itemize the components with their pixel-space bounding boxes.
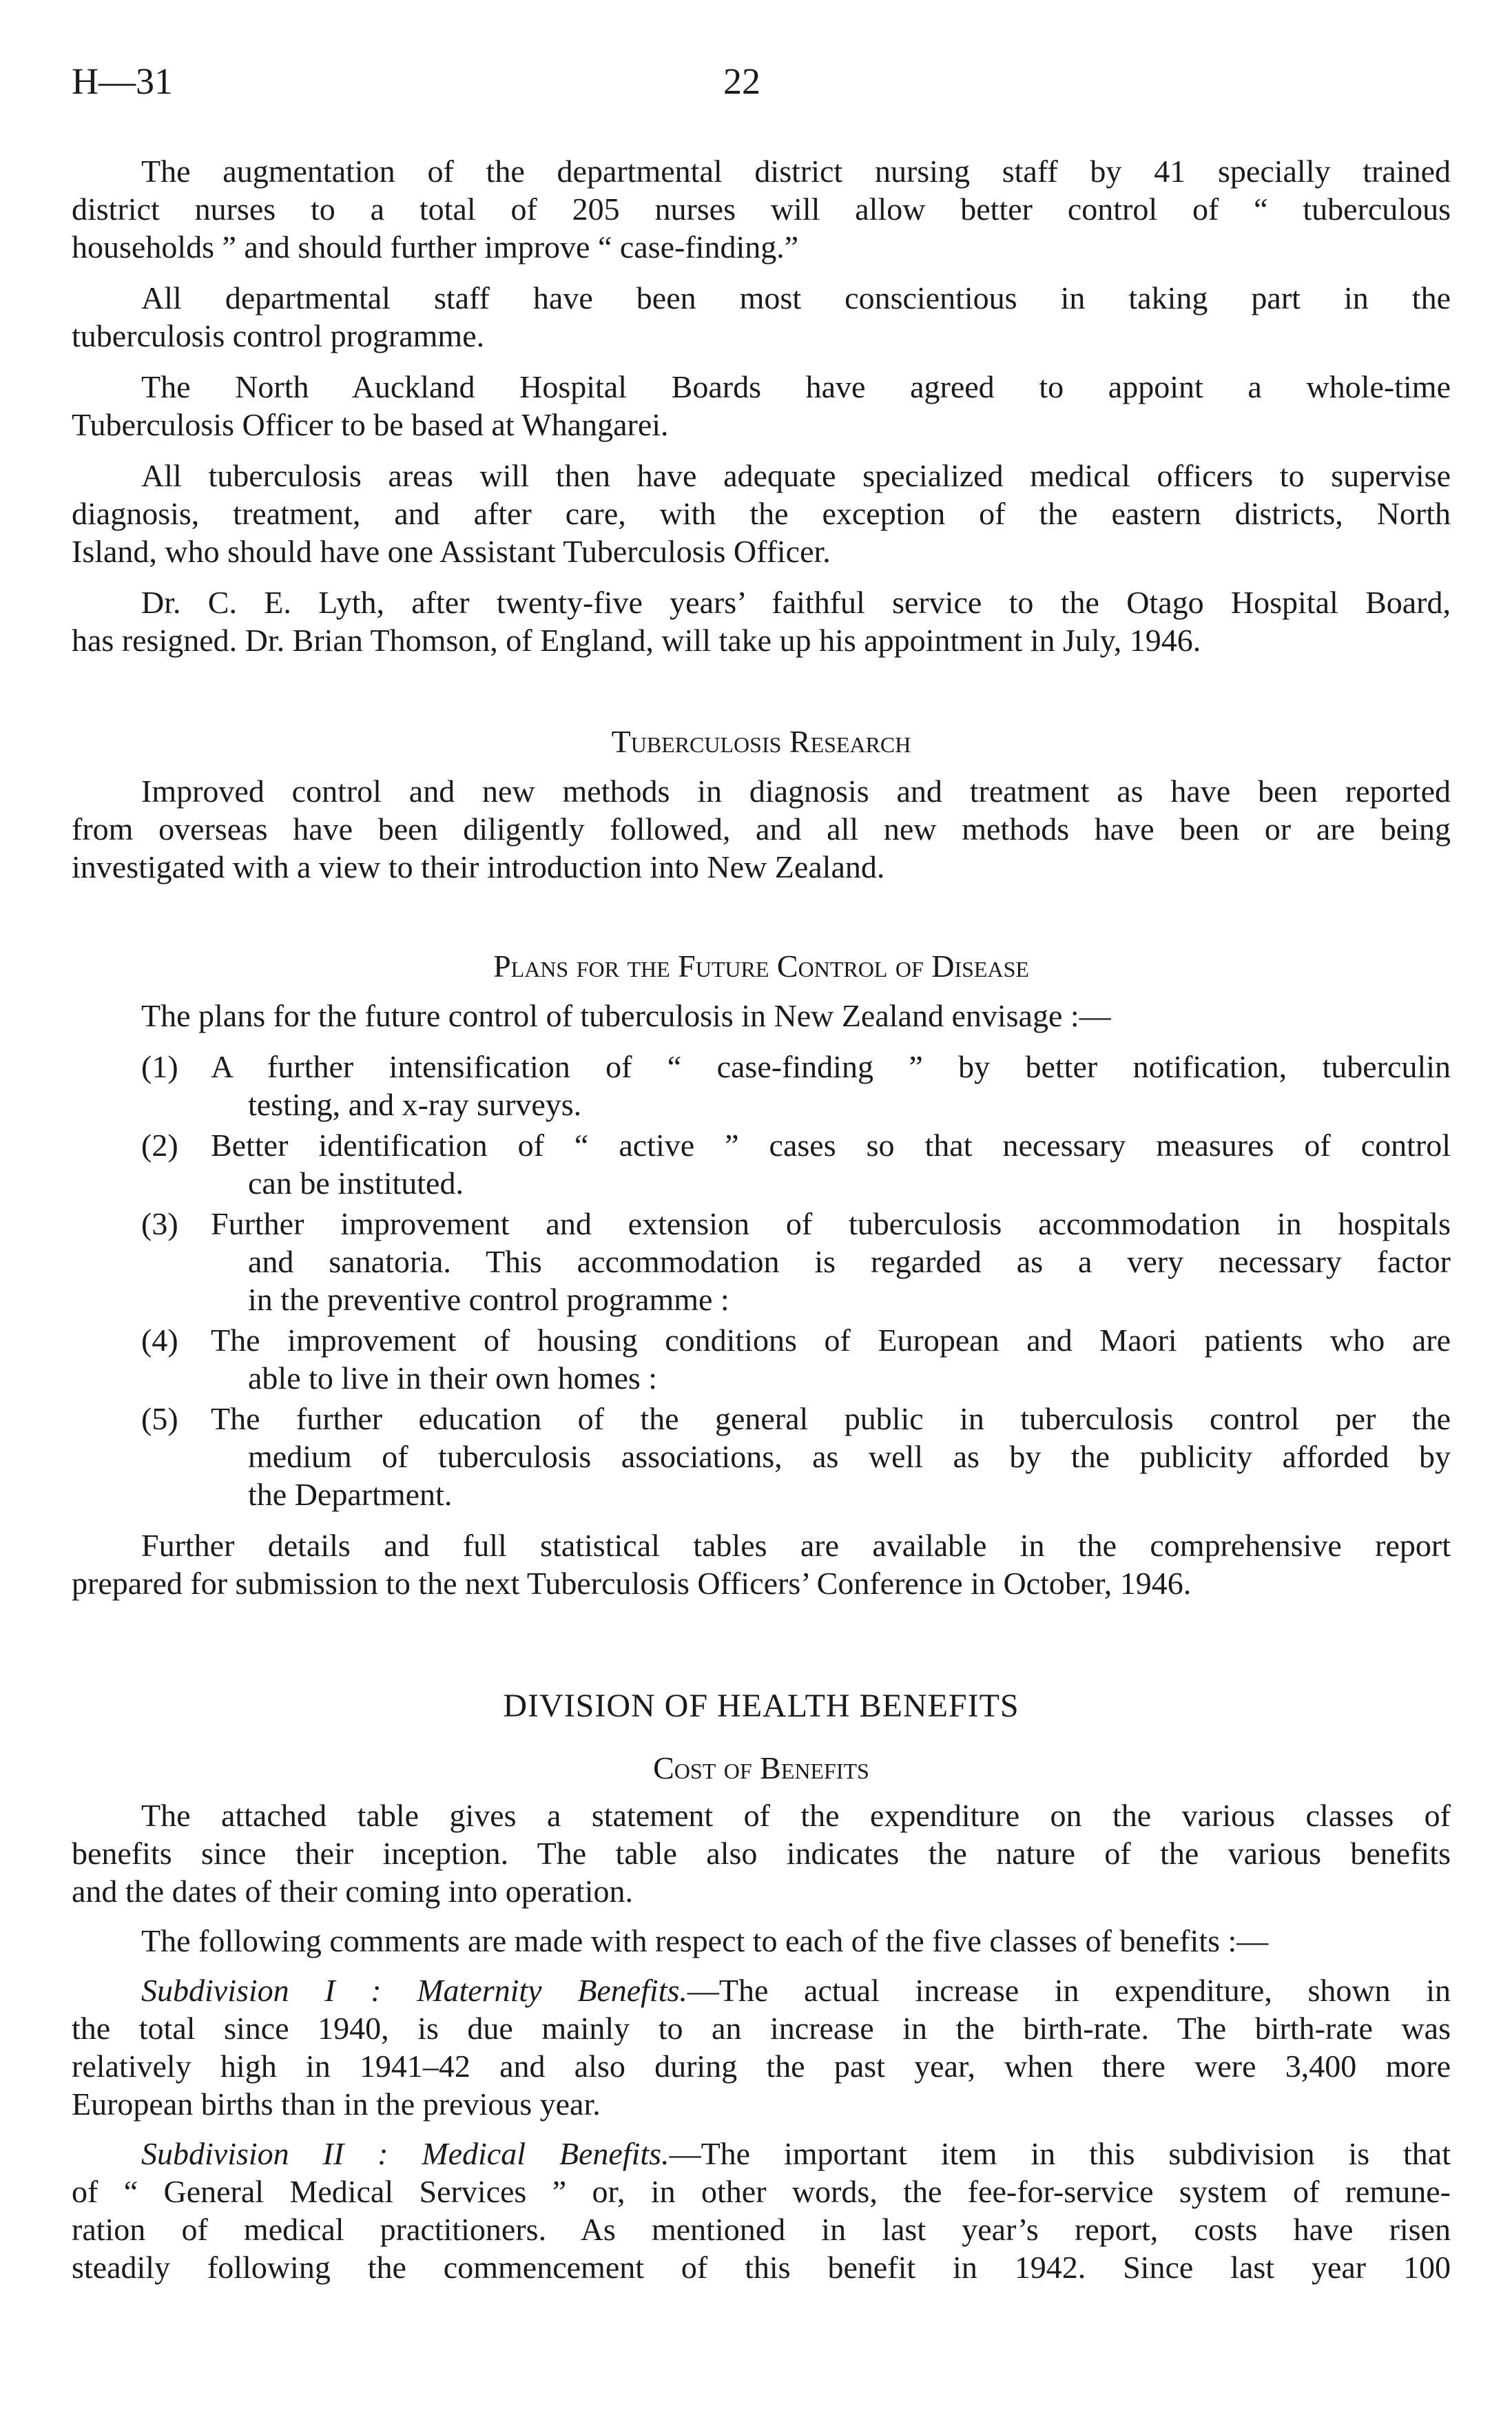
text-line: testing, and x-ray surveys.: [248, 1087, 582, 1122]
text-line: of “ General Medical Services ” or, in other words, the fee-for-service system of remune-: [72, 2174, 1451, 2209]
text-line: households ” and should further improve “ case-finding.”: [72, 229, 799, 265]
text-line: The North Auckland Hospital Boards have agreed to appoint a whole-time: [141, 369, 1451, 404]
text-line: diagnosis, treatment, and after care, with the exception of the eastern districts, North: [72, 496, 1451, 531]
text-line: can be instituted.: [248, 1165, 464, 1201]
paragraph-table: [72, 1796, 1451, 1910]
section-heading-cost: Cost of Benefits: [653, 1750, 869, 1785]
text-line: The augmentation of the departmental district nursing staff by 41 specially trained: [141, 154, 1451, 189]
list-number: (4): [141, 1323, 178, 1358]
division-heading: DIVISION OF HEALTH BENEFITS: [503, 1688, 1019, 1724]
text-line: European births than in the previous year.: [72, 2086, 601, 2122]
subdivision-title: Subdivision II : Medical Benefits.: [141, 2136, 670, 2171]
text-line: Dr. C. E. Lyth, after twenty-five years’ faithful service to the Otago Hospital Board,: [141, 585, 1451, 620]
paragraph-further-details: [72, 1526, 1451, 1602]
paragraph-medical: [72, 2135, 1451, 2286]
document-series-number: H—31: [72, 61, 173, 102]
text-line: and sanatoria. This accommodation is regarded as a very necessary factor: [248, 1244, 1451, 1279]
list-number: (3): [141, 1206, 178, 1241]
text-line: ration of medical practitioners. As mentioned in last year’s report, costs have risen: [72, 2212, 1451, 2247]
text-line: medium of tuberculosis associations, as well as by the publicity afforded by: [248, 1439, 1451, 1474]
text-line: The further education of the general public in tuberculosis control per the: [211, 1401, 1451, 1436]
text-line: able to live in their own homes :: [248, 1360, 658, 1396]
text-line: Further improvement and extension of tuberculosis accommodation in hospitals: [211, 1206, 1451, 1241]
text-line: steadily following the commencement of this benefit in 1942. Since last year 100: [72, 2250, 1451, 2285]
paragraph-comments: [72, 1922, 1451, 1960]
text-line: Improved control and new methods in diagnosis and treatment as have been reported: [141, 774, 1451, 809]
paragraph-research: [72, 772, 1451, 886]
text-line: has resigned. Dr. Brian Thomson, of England, will take up his appointment in July, 1946.: [72, 623, 1201, 658]
paragraph-plans-intro: [72, 997, 1451, 1035]
text-line: relatively high in 1941–42 and also during the past year, when there were 3,400 more: [72, 2049, 1451, 2084]
text-line: district nurses to a total of 205 nurses will allow better control of “ tuberculous: [72, 191, 1451, 227]
list-item: [72, 1400, 1451, 1513]
text-line: prepared for submission to the next Tuberculosis Officers’ Conference in October, 1946.: [72, 1566, 1192, 1601]
paragraph-maternity: [72, 1971, 1451, 2123]
text-line: The plans for the future control of tuberculosis in New Zealand envisage :—: [141, 998, 1111, 1033]
list-number: (5): [141, 1401, 178, 1436]
paragraph-staff: [72, 279, 1451, 355]
text-line: All tuberculosis areas will then have adequate specialized medical officers to supervise: [141, 458, 1451, 493]
text-line: tuberculosis control programme.: [72, 318, 485, 353]
list-item: [72, 1048, 1451, 1123]
text-line: benefits since their inception. The table also indicates the nature of the various benefits: [72, 1836, 1451, 1871]
paragraph-lyth: [72, 583, 1451, 659]
section-heading-research: Tuberculosis Research: [611, 724, 911, 759]
text-line: Tuberculosis Officer to be based at Whangarei.: [72, 407, 669, 442]
page-number: 22: [723, 61, 760, 102]
text-line: The attached table gives a statement of the expenditure on the various classes of: [141, 1798, 1451, 1833]
text-line: The following comments are made with respect to each of the five classes of benefits :—: [141, 1923, 1269, 1958]
document-body: [72, 152, 1451, 2286]
text-line: the Department.: [248, 1477, 453, 1512]
text-line: Island, who should have one Assistant Tuberculosis Officer.: [72, 534, 831, 569]
text-line: All departmental staff have been most conscientious in taking part in the: [141, 280, 1451, 315]
list-item: [72, 1126, 1451, 1202]
text-line: Better identification of “ active ” cases so that necessary measures of control: [211, 1128, 1451, 1163]
text-line: Further details and full statistical tables are available in the comprehensive report: [141, 1528, 1451, 1563]
text-line: investigated with a view to their introduction into New Zealand.: [72, 849, 885, 884]
list-number: (1): [141, 1049, 178, 1084]
text-line: and the dates of their coming into operation.: [72, 1874, 633, 1909]
paragraph-areas: [72, 457, 1451, 570]
text-line: —The actual increase in expenditure, shown in: [687, 1973, 1451, 2008]
section-heading-plans: Plans for the Future Control of Disease: [493, 949, 1029, 984]
paragraph-north-auckland: [72, 368, 1451, 444]
text-line: from overseas have been diligently followed, and all new methods have been or are being: [72, 811, 1451, 847]
paragraph-nursing-staff: [72, 152, 1451, 266]
subdivision-title: Subdivision I : Maternity Benefits.: [141, 1973, 687, 2008]
text-line: A further intensification of “ case-finding ” by better notification, tuberculin: [211, 1049, 1451, 1084]
list-number: (2): [141, 1128, 178, 1163]
text-line: in the preventive control programme :: [248, 1282, 729, 1317]
list-item: [72, 1205, 1451, 1318]
text-line: —The important item in this subdivision is that: [669, 2136, 1451, 2171]
text-line: the total since 1940, is due mainly to an increase in the birth-rate. The birth-rate was: [72, 2011, 1451, 2046]
text-line: The improvement of housing conditions of European and Maori patients who are: [211, 1323, 1451, 1358]
list-item: [72, 1321, 1451, 1397]
